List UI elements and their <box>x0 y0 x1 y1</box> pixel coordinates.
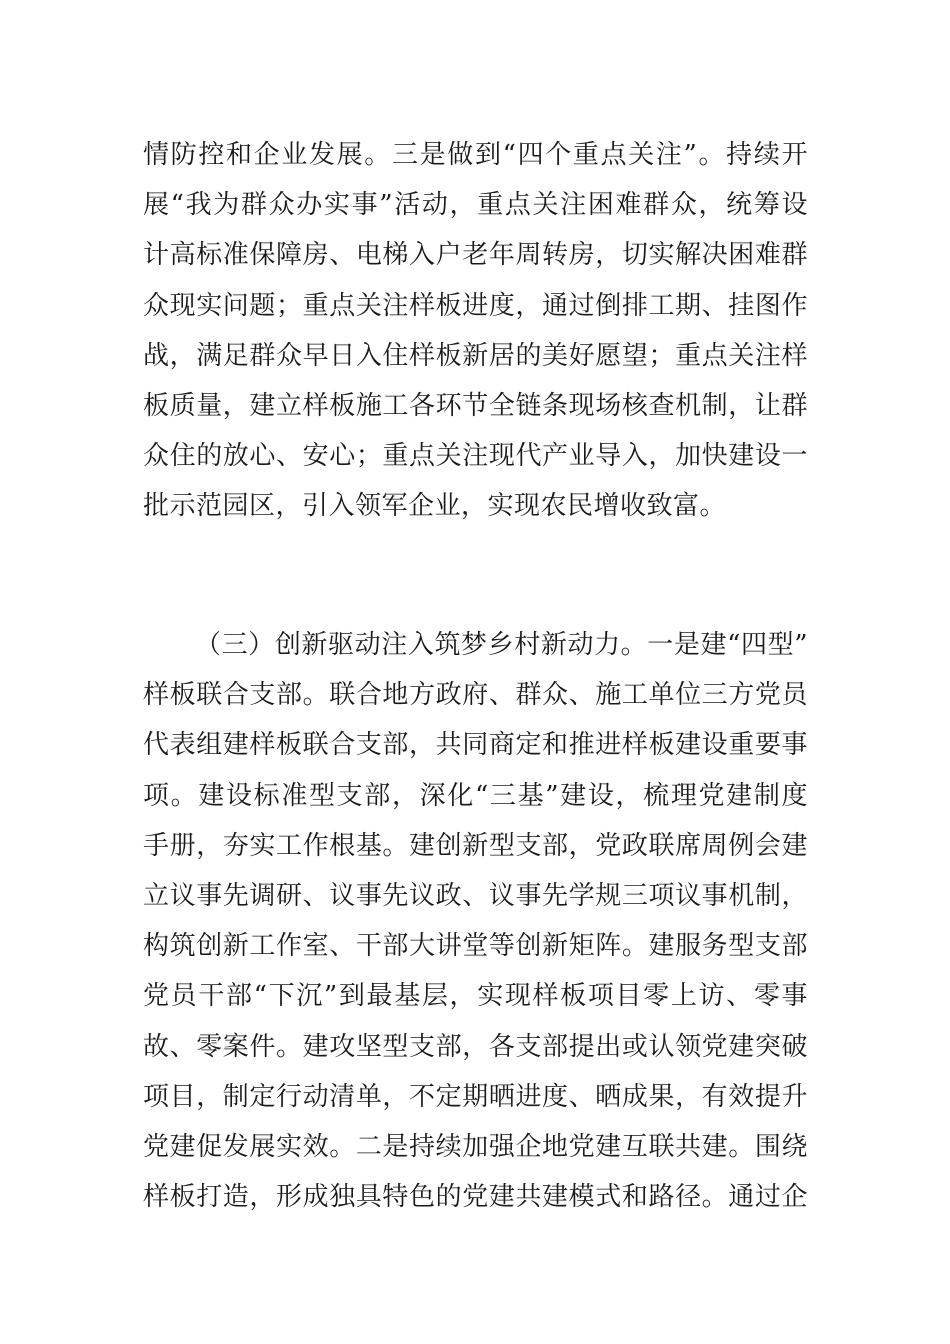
text-line: 项。建设标准型支部，深化“三基”建设，梳理党建制度 <box>143 780 808 811</box>
paragraph-2 <box>143 620 808 1222</box>
text-line: 代表组建样板联合支部，共同商定和推进样板建设重要事 <box>143 730 808 761</box>
text-line: 样板打造，形成独具特色的党建共建模式和路径。通过企 <box>143 1182 808 1213</box>
text-line: 众现实问题；重点关注样板进度，通过倒排工期、挂图作 <box>143 290 808 321</box>
text-line: 众住的放心、安心；重点关注现代产业导入，加快建设一 <box>143 441 808 472</box>
text-line: 党员干部“下沉”到最基层，实现样板项目零上访、零事 <box>143 981 808 1012</box>
text-line: 批示范园区，引入领军企业，实现农民增收致富。 <box>143 491 727 522</box>
text-line: 板质量，建立样板施工各环节全链条现场核查机制，让群 <box>143 390 808 421</box>
text-line: 计高标准保障房、电梯入户老年周转房，切实解决困难群 <box>143 240 808 271</box>
paragraph-1 <box>143 130 808 532</box>
text-line: 手册，夯实工作根基。建创新型支部，党政联席周例会建 <box>143 830 808 861</box>
text-line: 展“我为群众办实事”活动，重点关注困难群众，统筹设 <box>143 190 808 221</box>
text-line: 样板联合支部。联合地方政府、群众、施工单位三方党员 <box>143 680 808 711</box>
section-heading-line: （三）创新驱动注入筑梦乡村新动力。一是建“四型” <box>195 630 808 660</box>
text-line: 项目，制定行动清单，不定期晒进度、晒成果，有效提升 <box>143 1081 808 1112</box>
text-line: 故、零案件。建攻坚型支部，各支部提出或认领党建突破 <box>143 1031 808 1062</box>
text-line: 情防控和企业发展。三是做到“四个重点关注”。持续开 <box>143 140 808 170</box>
text-line: 立议事先调研、议事先议政、议事先学规三项议事机制， <box>143 880 808 911</box>
text-line: 战，满足群众早日入住样板新居的美好愿望；重点关注样 <box>143 340 808 371</box>
text-line: 党建促发展实效。二是持续加强企地党建互联共建。围绕 <box>143 1131 808 1162</box>
text-line: 构筑创新工作室、干部大讲堂等创新矩阵。建服务型支部 <box>143 931 808 962</box>
